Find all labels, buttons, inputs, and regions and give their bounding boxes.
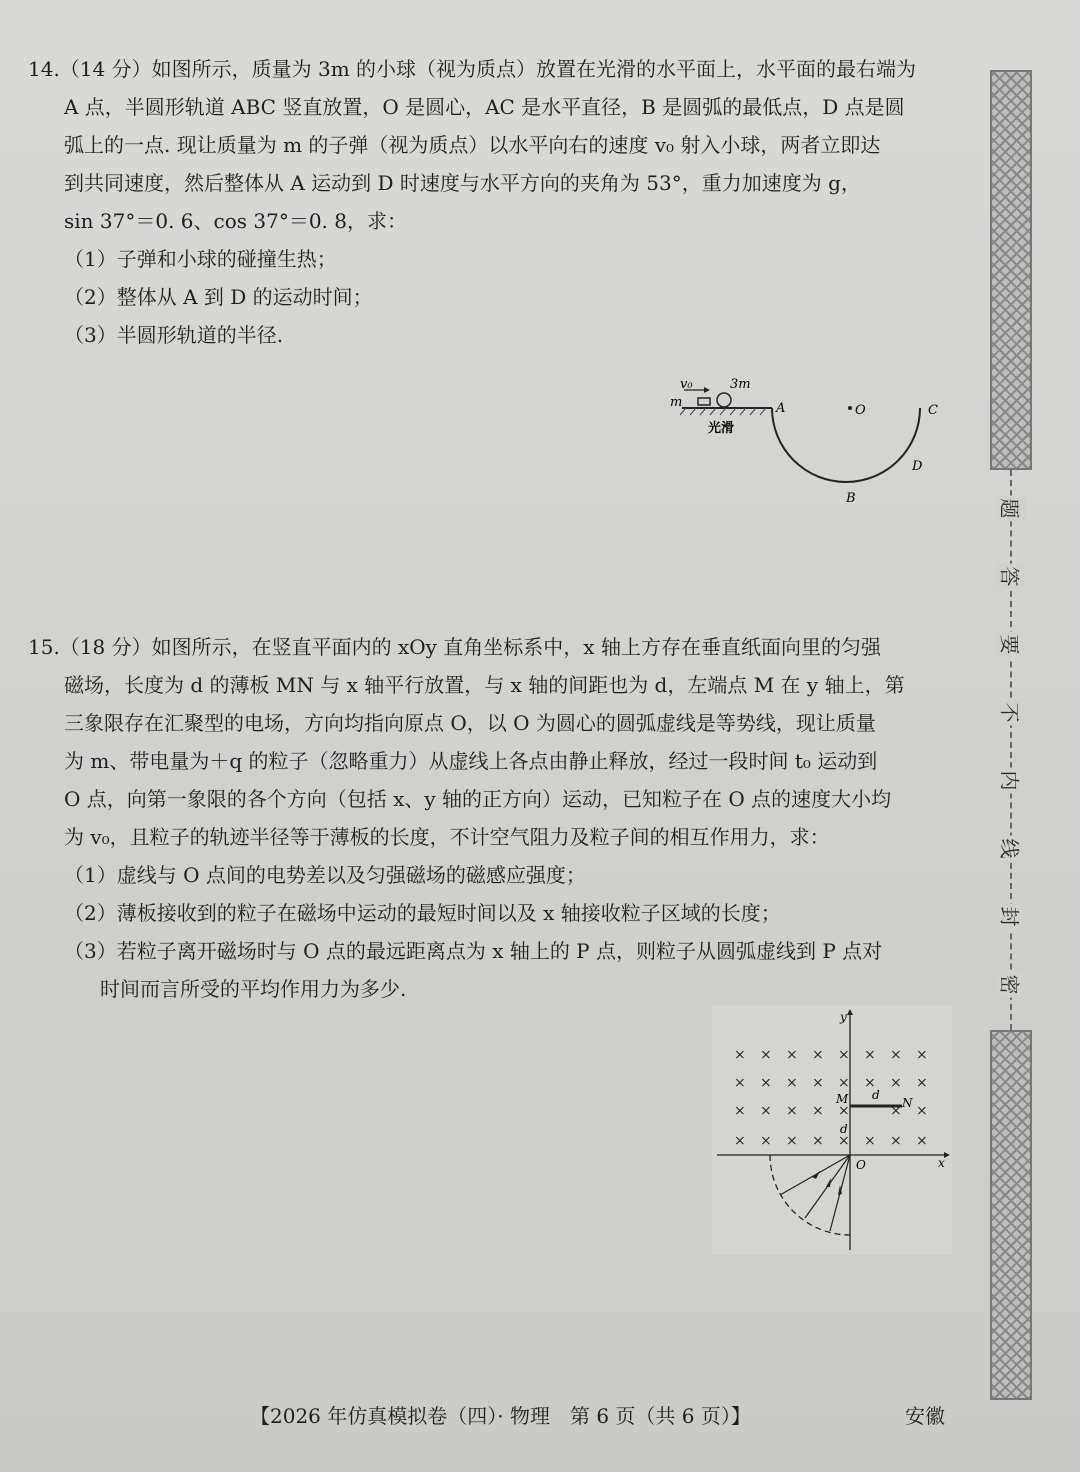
seal-char: 线 xyxy=(997,836,1026,862)
seal-char: 内 xyxy=(997,768,1026,794)
label-N: N xyxy=(902,1096,913,1110)
field-cross: × xyxy=(890,1047,902,1063)
q15-line-2: 磁场，长度为 d 的薄板 MN 与 x 轴平行放置，与 x 轴的间距也为 d，左端点 M 在 y 轴上，第 xyxy=(64,673,905,697)
figure-14-track-diagram xyxy=(660,368,950,518)
field-cross: × xyxy=(838,1075,850,1091)
field-cross: × xyxy=(734,1047,746,1063)
label-C: C xyxy=(928,403,938,418)
field-cross: × xyxy=(786,1047,798,1063)
q14-line-5: sin 37°＝0. 6、cos 37°＝0. 8，求： xyxy=(64,209,407,233)
field-cross: × xyxy=(760,1047,772,1063)
label-D: D xyxy=(912,459,923,474)
seal-char: 密 xyxy=(997,972,1026,998)
q15-line-1: 15.（18 分）如图所示，在竖直平面内的 xOy 直角坐标系中，x 轴上方存在垂直纸面向里的匀强 xyxy=(28,635,881,659)
field-cross: × xyxy=(864,1047,876,1063)
question-15 xyxy=(28,628,948,1008)
field-cross: × xyxy=(760,1075,772,1091)
q15-sub-1: （1）虚线与 O 点间的电势差以及匀强磁场的磁感应强度； xyxy=(64,863,586,887)
q15-line-3: 三象限存在汇聚型的电场，方向均指向原点 O，以 O 为圆心的圆弧虚线是等势线，现让质量 xyxy=(64,711,876,735)
seal-pattern-top xyxy=(990,70,1032,470)
field-cross: × xyxy=(786,1103,798,1119)
q15-sub-2: （2）薄板接收到的粒子在磁场中运动的最短时间以及 x 轴接收粒子区域的长度； xyxy=(64,901,781,925)
q14-line-4: 到共同速度，然后整体从 A 运动到 D 时速度与水平方向的夹角为 53°，重力加速度为 g， xyxy=(64,171,861,195)
q15-sub-3-cont: 时间而言所受的平均作用力为多少. xyxy=(100,977,407,1001)
field-cross: × xyxy=(760,1103,772,1119)
q14-line-1: 14.（14 分）如图所示，质量为 3m 的小球（视为质点）放置在光滑的水平面上，水平面的最右端为 xyxy=(28,57,917,81)
field-cross: × xyxy=(838,1103,850,1119)
q14-sub-1: （1）子弹和小球的碰撞生热； xyxy=(64,247,337,271)
figure-15-field-diagram xyxy=(712,1005,952,1255)
label-B: B xyxy=(846,491,856,506)
label-x: x xyxy=(938,1156,945,1170)
label-O: O xyxy=(856,1158,866,1172)
field-cross: × xyxy=(890,1075,902,1091)
field-cross: × xyxy=(864,1075,876,1091)
field-cross: × xyxy=(812,1103,824,1119)
label-d-side: d xyxy=(840,1122,848,1136)
field-cross: × xyxy=(838,1133,850,1149)
q14-sub-2: （2）整体从 A 到 D 的运动时间； xyxy=(64,285,373,309)
label-v0: v₀ xyxy=(680,377,693,392)
seal-strip xyxy=(990,70,1032,1400)
seal-char: 题 xyxy=(997,496,1026,522)
field-cross: × xyxy=(890,1133,902,1149)
seal-char: 答 xyxy=(997,564,1026,590)
field-cross: × xyxy=(812,1075,824,1091)
q15-sub-3: （3）若粒子离开磁场时与 O 点的最远距离点为 x 轴上的 P 点，则粒子从圆弧虚线到 P 点对 xyxy=(64,939,883,963)
ball-shape xyxy=(717,393,731,407)
field-cross: × xyxy=(916,1133,928,1149)
field-cross: × xyxy=(916,1047,928,1063)
q15-line-5: O 点，向第一象限的各个方向（包括 x、y 轴的正方向）运动，已知粒子在 O 点的速度大小均 xyxy=(64,787,892,811)
field-cross: × xyxy=(760,1133,772,1149)
field-cross: × xyxy=(786,1075,798,1091)
q15-line-4: 为 m、带电量为＋q 的粒子（忽略重力）从虚线上各点由静止释放，经过一段时间 t₀ 运动到 xyxy=(64,749,878,773)
seal-char: 要 xyxy=(997,632,1026,658)
seal-char: 不 xyxy=(997,700,1026,726)
label-d-top: d xyxy=(872,1088,880,1102)
bullet-shape xyxy=(698,398,710,405)
field-cross: × xyxy=(838,1047,850,1063)
field-cross: × xyxy=(734,1103,746,1119)
q15-line-6: 为 v₀，且粒子的轨迹半径等于薄板的长度，不计空气阻力及粒子间的相互作用力，求： xyxy=(64,825,830,849)
field-cross: × xyxy=(812,1047,824,1063)
field-cross: × xyxy=(916,1103,928,1119)
field-cross: × xyxy=(916,1075,928,1091)
field-cross: × xyxy=(734,1133,746,1149)
label-O: O xyxy=(855,403,866,418)
q14-line-3: 弧上的一点. 现让质量为 m 的子弹（视为质点）以水平向右的速度 v₀ 射入小球，两者立即达 xyxy=(64,133,881,157)
label-m: m xyxy=(670,395,683,410)
label-A: A xyxy=(776,401,786,416)
q14-line-2: A 点，半圆形轨道 ABC 竖直放置，O 是圆心，AC 是水平直径，B 是圆弧的最低点，D 点是圆 xyxy=(64,95,905,119)
field-cross: × xyxy=(812,1133,824,1149)
label-3m: 3m xyxy=(730,377,751,392)
field-cross: × xyxy=(786,1133,798,1149)
q14-sub-3: （3）半圆形轨道的半径. xyxy=(64,323,284,347)
page-footer: 【2026 年仿真模拟卷（四）· 物理 第 6 页（共 6 页）】 xyxy=(250,1404,751,1428)
seal-char: 封 xyxy=(997,904,1026,930)
label-smooth: 光滑 xyxy=(708,421,735,436)
label-y: y xyxy=(840,1010,847,1024)
field-cross: × xyxy=(734,1075,746,1091)
label-M: M xyxy=(836,1092,849,1106)
seal-pattern-bottom xyxy=(990,1030,1032,1400)
region-label: 安徽 xyxy=(905,1404,945,1428)
field-cross: × xyxy=(890,1103,902,1119)
field-cross: × xyxy=(864,1133,876,1149)
seal-text-column xyxy=(990,470,1032,1030)
center-point xyxy=(848,406,852,410)
question-14 xyxy=(28,50,948,354)
